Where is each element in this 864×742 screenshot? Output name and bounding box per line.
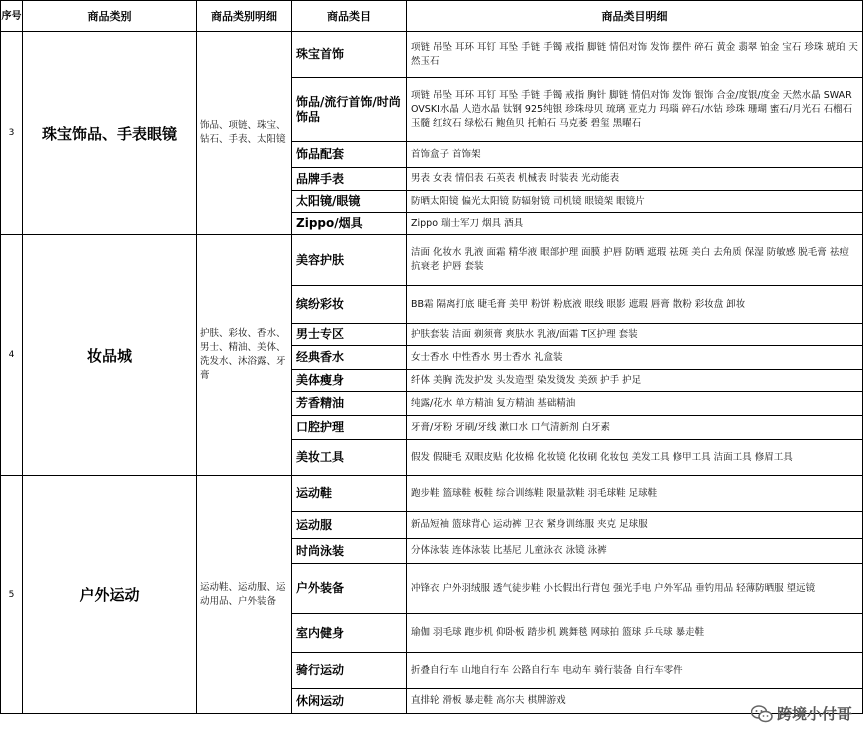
- table-row: [1, 235, 863, 286]
- item-name: 饰品配套: [292, 142, 407, 168]
- item-detail: 折叠自行车 山地自行车 公路自行车 电动车 骑行装备 自行车零件: [407, 653, 863, 689]
- group-detail: 运动鞋、运动服、运动用品、户外装备: [197, 476, 292, 714]
- item-name: 珠宝首饰: [292, 32, 407, 78]
- item-detail: Zippo 瑞士军刀 烟具 酒具: [407, 213, 863, 235]
- header-item: 商品类目: [292, 1, 407, 32]
- item-name: 经典香水: [292, 346, 407, 370]
- header-row: [1, 1, 863, 32]
- item-detail: 男表 女表 情侣表 石英表 机械表 时装表 光动能表: [407, 168, 863, 191]
- item-name: 户外装备: [292, 564, 407, 614]
- item-name: 美体瘦身: [292, 370, 407, 392]
- item-detail: 女士香水 中性香水 男士香水 礼盒装: [407, 346, 863, 370]
- item-name: 太阳镜/眼镜: [292, 191, 407, 213]
- item-name: 骑行运动: [292, 653, 407, 689]
- item-name: 美妆工具: [292, 440, 407, 476]
- item-detail: 跑步鞋 篮球鞋 板鞋 综合训练鞋 限量款鞋 羽毛球鞋 足球鞋: [407, 476, 863, 512]
- item-detail: 纯露/花水 单方精油 复方精油 基础精油: [407, 392, 863, 416]
- item-detail: 洁面 化妆水 乳液 面霜 精华液 眼部护理 面膜 护唇 防晒 遮瑕 祛斑 美白 去角质 保湿 防敏感 脱毛膏 祛痘 抗衰老 护唇 套装: [407, 235, 863, 286]
- item-detail: 纤体 美胸 洗发护发 头发造型 染发烫发 美颈 护手 护足: [407, 370, 863, 392]
- item-name: 品牌手表: [292, 168, 407, 191]
- item-detail: 分体泳装 连体泳装 比基尼 儿童泳衣 泳镜 泳裤: [407, 539, 863, 564]
- item-detail: 防晒太阳镜 偏光太阳镜 防辐射镜 司机镜 眼镜架 眼镜片: [407, 191, 863, 213]
- item-name: 休闲运动: [292, 689, 407, 714]
- group-seq: 3: [1, 32, 23, 235]
- item-name: 口腔护理: [292, 416, 407, 440]
- item-detail: 项链 吊坠 耳环 耳钉 耳坠 手链 手镯 戒指 胸针 脚链 情侣对饰 发饰 银饰 合金/度银/度金 天然水晶 SWAROVSKI水晶 人造水晶 钛钢 925纯银 珍珠母贝 琉璃 亚克力 玛瑙 碎石/水钻 珍珠 珊瑚 蜜石/月光石 石榴石 玉髓 红纹石 绿松石 鲍鱼贝 托帕石 马克萎 碧玺 黑曜石: [407, 78, 863, 142]
- header-category: 商品类别: [23, 1, 197, 32]
- item-detail: 新品短袖 篮球背心 运动裤 卫衣 紧身训练服 夹克 足球服: [407, 512, 863, 539]
- item-detail: 牙膏/牙粉 牙刷/牙线 漱口水 口气清新剂 白牙素: [407, 416, 863, 440]
- item-name: 男士专区: [292, 324, 407, 346]
- group-seq: 5: [1, 476, 23, 714]
- item-name: 运动鞋: [292, 476, 407, 512]
- header-category-detail: 商品类别明细: [197, 1, 292, 32]
- item-name: 室内健身: [292, 614, 407, 653]
- item-detail: BB霜 隔离打底 睫毛膏 美甲 粉饼 粉底液 眼线 眼影 遮瑕 唇膏 散粉 彩妆盘 卸妆: [407, 286, 863, 324]
- item-name: 饰品/流行首饰/时尚饰品: [292, 78, 407, 142]
- item-name: 运动服: [292, 512, 407, 539]
- group-category: 户外运动: [23, 476, 197, 714]
- group-category: 妆品城: [23, 235, 197, 476]
- item-name: 缤纷彩妆: [292, 286, 407, 324]
- item-name: 芳香精油: [292, 392, 407, 416]
- group-detail: 护肤、彩妆、香水、男士、精油、美体、洗发水、沐浴露、牙膏: [197, 235, 292, 476]
- item-detail: 首饰盒子 首饰架: [407, 142, 863, 168]
- group-category: 珠宝饰品、手表眼镜: [23, 32, 197, 235]
- item-detail: 冲锋衣 户外羽绒服 透气徒步鞋 小长假出行背包 强光手电 户外军品 垂钓用品 轻薄防晒服 望远镜: [407, 564, 863, 614]
- table-row: [1, 32, 863, 78]
- watermark-text: 跨境小付哥: [776, 705, 852, 723]
- header-seq: 序号: [1, 1, 23, 32]
- item-detail: 直排轮 滑板 暴走鞋 高尔夫 棋牌游戏: [407, 689, 863, 714]
- item-detail: 瑜伽 羽毛球 跑步机 仰卧板 踏步机 跳舞毯 网球拍 篮球 乒乓球 暴走鞋: [407, 614, 863, 653]
- group-detail: 饰品、项链、珠宝、钻石、手表、太阳镜: [197, 32, 292, 235]
- item-name: 美容护肤: [292, 235, 407, 286]
- item-detail: 假发 假睫毛 双眼皮贴 化妆棉 化妆镜 化妆刷 化妆包 美发工具 修甲工具 洁面工具 修眉工具: [407, 440, 863, 476]
- group-seq: 4: [1, 235, 23, 476]
- table-row: [1, 476, 863, 512]
- item-name: 时尚泳装: [292, 539, 407, 564]
- header-item-detail: 商品类目明细: [407, 1, 863, 32]
- item-detail: 项链 吊坠 耳环 耳钉 耳坠 手链 手镯 戒指 脚链 情侣对饰 发饰 摆件 碎石 黄金 翡翠 铂金 宝石 珍珠 琥珀 天然玉石: [407, 32, 863, 78]
- item-name: Zippo/烟具: [292, 213, 407, 235]
- item-detail: 护肤套装 洁面 剃须膏 爽肤水 乳液/面霜 T区护理 套装: [407, 324, 863, 346]
